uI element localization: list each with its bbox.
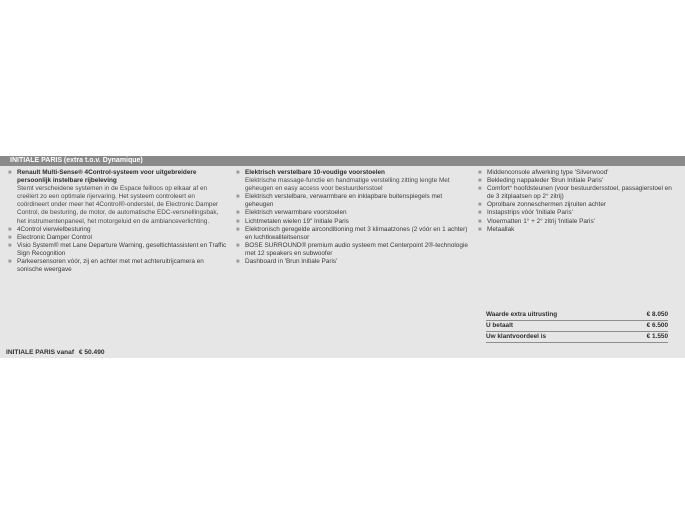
feature-item: [8, 234, 228, 242]
summary-label: Uw klantvoordeel is: [486, 333, 547, 340]
bullet-icon: ■: [8, 242, 12, 249]
feature-label: 4Control vierwielbesturing: [17, 225, 91, 233]
feature-item: [8, 226, 228, 234]
feature-label: Instapstrips vóór 'Initiale Paris': [487, 209, 573, 217]
summary-value: € 8.050: [646, 311, 668, 318]
feature-item: [478, 177, 678, 185]
feature-label: Visio System® met Lane Departure Warning, geseltichtassistent en Traffic Sign Recognition: [17, 241, 227, 257]
section-title: INITIALE PARIS (extra t.o.v. Dynamique): [10, 157, 143, 164]
feature-item: [236, 226, 472, 242]
summary-label: Waarde extra uitrusting: [486, 311, 558, 318]
feature-label: Vloermatten 1° + 2° zitrij 'Initiale Paris': [487, 217, 595, 225]
feature-item: [236, 258, 472, 266]
feature-label: Parkeersensoren vóór, zij en achter met met achteruitrijcamera en sonische weergave: [17, 258, 204, 274]
feature-item: [478, 226, 678, 234]
starting-price-label: INITIALE PARIS vanaf: [6, 349, 75, 356]
feature-column-1: [8, 169, 228, 274]
bullet-icon: ■: [236, 226, 240, 233]
bullet-icon: ■: [478, 226, 482, 233]
summary-value: € 1.550: [646, 333, 668, 340]
feature-item: [478, 169, 678, 177]
feature-description: Elektrische massage-functie en handmatige verstelling zitting lengte Met geheugen en easy access voor bestuurdersstoel: [245, 177, 450, 193]
bullet-icon: ■: [8, 226, 12, 233]
bullet-icon: ■: [236, 194, 240, 201]
bullet-icon: ■: [8, 259, 12, 266]
feature-item: [8, 169, 228, 226]
feature-item: [478, 185, 678, 201]
feature-label: Elektrisch verwarmbare voorstoelen: [245, 209, 347, 217]
feature-item: [236, 169, 472, 193]
bullet-icon: ■: [8, 234, 12, 241]
bullet-icon: ■: [236, 210, 240, 217]
feature-label: Elektrisch verstelbare, verwarmbare en inklapbare buitenspiegels met geheugen: [245, 193, 443, 209]
feature-label: Elektronisch geregelde airconditioning met 3 klimaatzones (2 vóór en 1 achter) en luchtkwaliteitsensor: [245, 225, 468, 241]
feature-item: [236, 218, 472, 226]
summary-value: € 6.500: [646, 322, 668, 329]
feature-label: Electronic Damper Control: [17, 233, 92, 241]
bullet-icon: ■: [8, 170, 12, 176]
bullet-icon: ■: [236, 259, 240, 266]
feature-title: Renault Multi-Sense® 4Control-systeem voor uitgebreidere persoonlijk instelbare rijbeleving: [17, 169, 197, 185]
summary-row-extra-value: [486, 311, 668, 321]
feature-column-3: [478, 169, 678, 234]
feature-description: Stemt verscheidene systemen in de Espace feilloos op elkaar af en creëlert zo een optimale rijervaring. Het systeem controleert en coördineert onder meer het 4Control®-onderstel, de Electronic Damper Control, de besturing, de motor, de automatische EDC-versnellingsbak, het instrumentenpaneel, het motorgeluid en de ambianceverlichting.: [17, 185, 219, 225]
bullet-icon: ■: [478, 186, 482, 193]
feature-item: [8, 258, 228, 274]
feature-item: [236, 242, 472, 258]
feature-label: Middenconsole afwerking type 'Silverwood': [487, 169, 609, 176]
feature-label: Lichtmetalen wielen 19" Initiale Paris: [245, 217, 349, 225]
feature-label: Comfort° hoofdsteunen (voor bestuurdersstoel, passagierstoel en de 3 zitplaatsen op 2° zitrij): [487, 185, 672, 201]
bullet-icon: ■: [236, 170, 240, 176]
feature-item: [478, 201, 678, 209]
feature-label: Oprolbare zonneschermen zijruiten achter: [487, 201, 606, 209]
bullet-icon: ■: [236, 218, 240, 225]
feature-item: [236, 209, 472, 217]
feature-item: [478, 209, 678, 217]
feature-label: Metaallak: [487, 225, 515, 233]
feature-item: [8, 242, 228, 258]
feature-title: Elektrisch verstelbare 10-voudige voorstoelen: [245, 169, 385, 176]
bullet-icon: ■: [478, 218, 482, 225]
feature-label: Dashboard in 'Brun Initiale Paris': [245, 258, 338, 266]
feature-label: Bekleding nappaleder 'Brun Initiale Paris': [487, 177, 604, 185]
section-header: [0, 156, 685, 166]
feature-item: [478, 218, 678, 226]
starting-price-value: € 50.490: [78, 349, 105, 356]
bullet-icon: ■: [478, 202, 482, 209]
starting-price: [6, 349, 105, 356]
summary-row-you-pay: [486, 322, 668, 332]
feature-item: [236, 193, 472, 209]
bullet-icon: ■: [478, 210, 482, 217]
bullet-icon: ■: [478, 170, 482, 176]
bullet-icon: ■: [478, 178, 482, 185]
bullet-icon: ■: [236, 242, 240, 249]
summary-row-customer-benefit: [486, 333, 668, 343]
feature-label: BOSE SURROUND® premium audio systeem met Centerpoint 2®-technologie met 12 speakers en subwoofer: [245, 241, 468, 257]
feature-column-2: [236, 169, 472, 266]
summary-label: U betaalt: [486, 322, 513, 329]
